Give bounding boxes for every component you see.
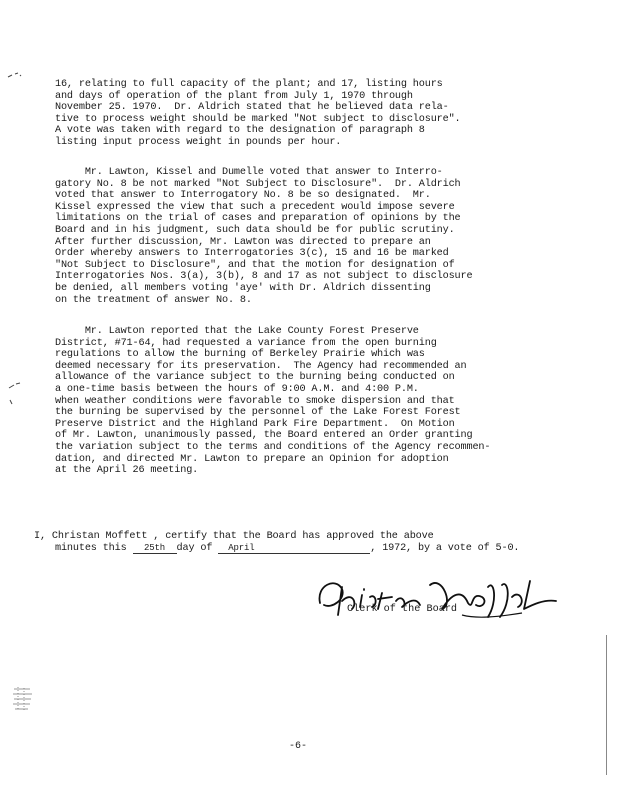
margin-mark-icon (6, 380, 26, 406)
certification-line-1: I, Christan Moffett , certify that the Board has approved the above (34, 531, 434, 542)
handwritten-signature (312, 575, 562, 625)
month-fill-in: April (218, 543, 370, 554)
page-number: -6- (289, 741, 308, 752)
paragraph-interrogatories-continued: 16, relating to full capacity of the plant; and 17, listing hours and days of operation of the plant from July 1, 1970 through November 25. 1970. Dr. Aldrich stated that he believed data rela- tive to process weight should be marked "Not subject to disclosure". A vote was taken with regard to the designation of paragraph 8 listing input process weight in pounds per hour. (55, 79, 461, 148)
cert-text-b: day of (176, 543, 219, 554)
paragraph-forest-preserve-variance: Mr. Lawton reported that the Lake County Forest Preserve District, #71-64, had requested a variance from the open burning regulations to allow the burning of Berkeley Prairie which was deemed necessary for its preservation. The Agency had recommended an allowance of the variance subject to the burning being conducted on a one-time basis between the hours of 9:00 A.M. and 4:00 P.M. when weather conditions were favorable to smoke dispersion and that the burning be supervised by the personnel of the Lake Forest Forest Preserve District and the Highland Park Fire Department. On Motion of Mr. Lawton, unanimously passed, the Board entered an Order granting the variation subject to the terms and conditions of the Agency recommen- dation, and directed Mr. Lawton to prepare an Opinion for adoption at the April 26 meeting. (55, 326, 491, 477)
paragraph-vote-interrogatory-8: Mr. Lawton, Kissel and Dumelle voted that answer to Interro- gatory No. 8 be not marked "Not Subject to Disclosure". Dr. Aldrich voted that answer to Interrogatory No. 8 be so designated. Mr. Kissel expressed the view that such a precedent would impose severe limitations on the trial of cases and preparation of opinions by the Board and in his judgment, such data should be for public scrutiny. After further discussion, Mr. Lawton was directed to prepare an Order whereby answers to Interrogatories 3(c), 15 and 16 be marked "Not Subject to Disclosure", and that the motion for designation of Interrogatories Nos. 3(a), 3(b), 8 and 17 as not subject to disclosure be denied, all members voting 'aye' with Dr. Aldrich dissenting on the treatment of answer No. 8. (55, 167, 473, 306)
certification-line-2 (55, 543, 519, 555)
margin-mark-icon (6, 70, 26, 80)
stamp-mark-icon (10, 685, 36, 715)
date-fill-in: 25th (133, 543, 177, 554)
clerk-title: Clerk of the Board (347, 604, 458, 615)
cert-text-c: , 1972, by a vote of 5-0. (370, 543, 520, 554)
cert-text-a: minutes this (55, 543, 133, 554)
scan-edge-line (606, 635, 607, 775)
